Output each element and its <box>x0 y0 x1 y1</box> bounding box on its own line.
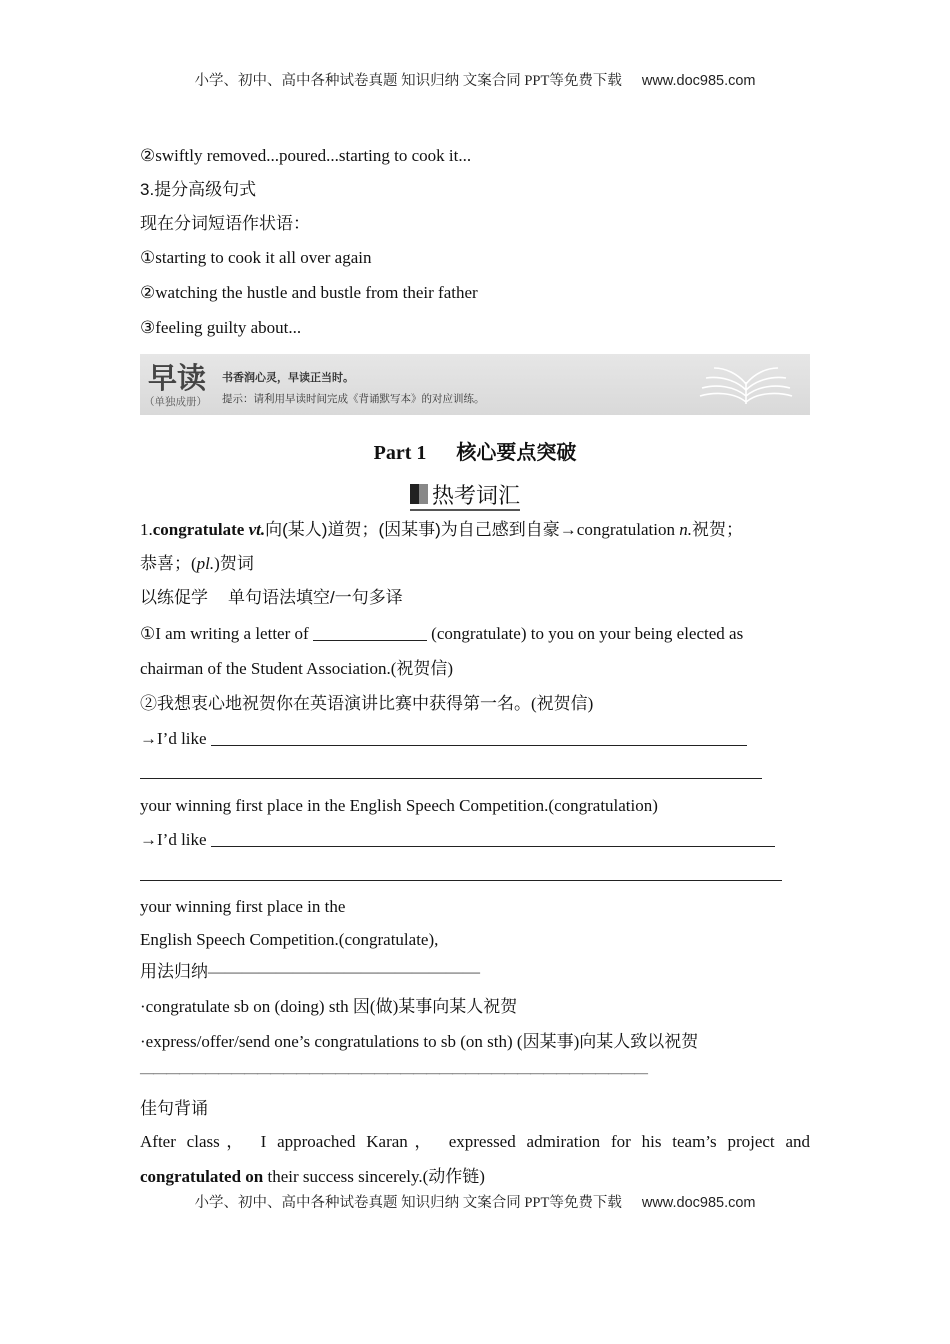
entry-text: 恭喜；( <box>140 554 197 573</box>
practice-desc: 单句语法填空/一句多译 <box>228 588 403 607</box>
translation-2-tail: English Speech Competition.(congratulate), <box>140 930 439 949</box>
usage-label: 用法归纳 <box>140 962 208 981</box>
header-site: www.doc985.com <box>641 73 756 89</box>
practice-label: 以练促学 <box>140 588 208 607</box>
answer-blank[interactable] <box>313 622 427 641</box>
translation-2 <box>140 828 775 852</box>
banner-slogan: 书香润心灵，早读正当时。 <box>222 371 354 384</box>
usage-heading <box>140 960 480 984</box>
translation-1 <box>140 727 747 751</box>
blank-line[interactable] <box>140 862 782 886</box>
question-1 <box>140 622 743 646</box>
question-text: ①I am writing a letter of <box>140 624 309 643</box>
sentence-text: After class， I approached Karan， expressed admiration for his team’s project and <box>140 1132 810 1151</box>
page-footer <box>0 1191 950 1212</box>
practice-heading <box>140 586 403 610</box>
part-label: Part 1 <box>373 442 427 464</box>
section-title <box>410 480 520 511</box>
entry-plural-mark: pl. <box>196 554 215 573</box>
translation-1-tail: your winning first place in the English Speech Competition.(congratulation) <box>140 796 658 815</box>
section-heading: 3.提分高级句式 <box>140 180 257 199</box>
question-1-cont: chairman of the Student Association.(祝贺信) <box>140 659 454 678</box>
banner-subtitle: （单独成册） <box>144 396 207 408</box>
usage-item: ·congratulate sb on (doing) sth 因(做)某事向某人祝贺 <box>140 997 518 1016</box>
answer-blank[interactable] <box>211 828 775 847</box>
entry-text: )贺词 <box>214 554 254 573</box>
derived-pos: n. <box>679 520 692 539</box>
footer-site: www.doc985.com <box>641 1195 756 1211</box>
early-reading-banner <box>140 354 810 415</box>
list-item: ②watching the hustle and bustle from their father <box>140 283 478 302</box>
vocab-entry <box>140 518 743 542</box>
sentence-bold: congratulated on <box>140 1167 264 1186</box>
question-text: (congratulate) to you on your being elected as <box>431 624 744 643</box>
open-book-icon <box>696 362 796 406</box>
answer-blank[interactable] <box>211 727 747 746</box>
method-line: ②swiftly removed...poured...starting to cook it... <box>140 146 472 165</box>
page-header <box>0 69 950 90</box>
entry-word: congratulate <box>152 520 245 539</box>
arrow-prompt: →I’d like <box>140 830 207 849</box>
derived-word: congratulation <box>576 520 680 539</box>
model-sentence <box>140 1130 810 1154</box>
subheading: 现在分词短语作状语： <box>140 214 310 233</box>
dash-rule: ——————————————————————————————————————— <box>140 1066 647 1081</box>
answer-blank[interactable] <box>140 862 782 881</box>
entry-definition: 向(某人)道贺；(因某事)为自己感到自豪→ <box>265 520 577 539</box>
vocab-entry-cont <box>140 552 254 576</box>
answer-blank[interactable] <box>140 760 762 779</box>
derived-definition: 祝贺； <box>691 520 743 539</box>
blank-line[interactable] <box>140 760 762 784</box>
section-title-text: 热考词汇 <box>432 483 521 509</box>
model-sentence-cont <box>140 1165 485 1189</box>
part-heading <box>140 436 810 465</box>
dash-rule: ———————————————— <box>208 962 480 981</box>
banner-title: 早读 <box>148 361 207 395</box>
sentence-text: their success sincerely.(动作链) <box>263 1167 485 1186</box>
part-title: 核心要点突破 <box>456 442 577 464</box>
header-text: 小学、初中、高中各种试卷真题 知识归纳 文案合同 PPT等免费下载 <box>194 73 622 89</box>
translation-2-tail: your winning first place in the <box>140 897 346 916</box>
question-2: ②我想衷心地祝贺你在英语演讲比赛中获得第一名。(祝贺信) <box>140 694 594 713</box>
banner-tip: 提示：请利用早读时间完成《背诵默写本》的对应训练。 <box>222 393 485 405</box>
entry-pos: vt. <box>248 520 266 539</box>
usage-item: ·express/offer/send one’s congratulations to sb (on sth) (因某事)向某人致以祝贺 <box>140 1032 699 1051</box>
entry-number: 1. <box>140 520 153 539</box>
section-marker-icon <box>410 484 428 504</box>
footer-text: 小学、初中、高中各种试卷真题 知识归纳 文案合同 PPT等免费下载 <box>194 1195 622 1211</box>
arrow-prompt: →I’d like <box>140 729 207 748</box>
sentence-label: 佳句背诵 <box>140 1099 208 1118</box>
list-item: ③feeling guilty about... <box>140 318 302 337</box>
list-item: ①starting to cook it all over again <box>140 248 372 267</box>
